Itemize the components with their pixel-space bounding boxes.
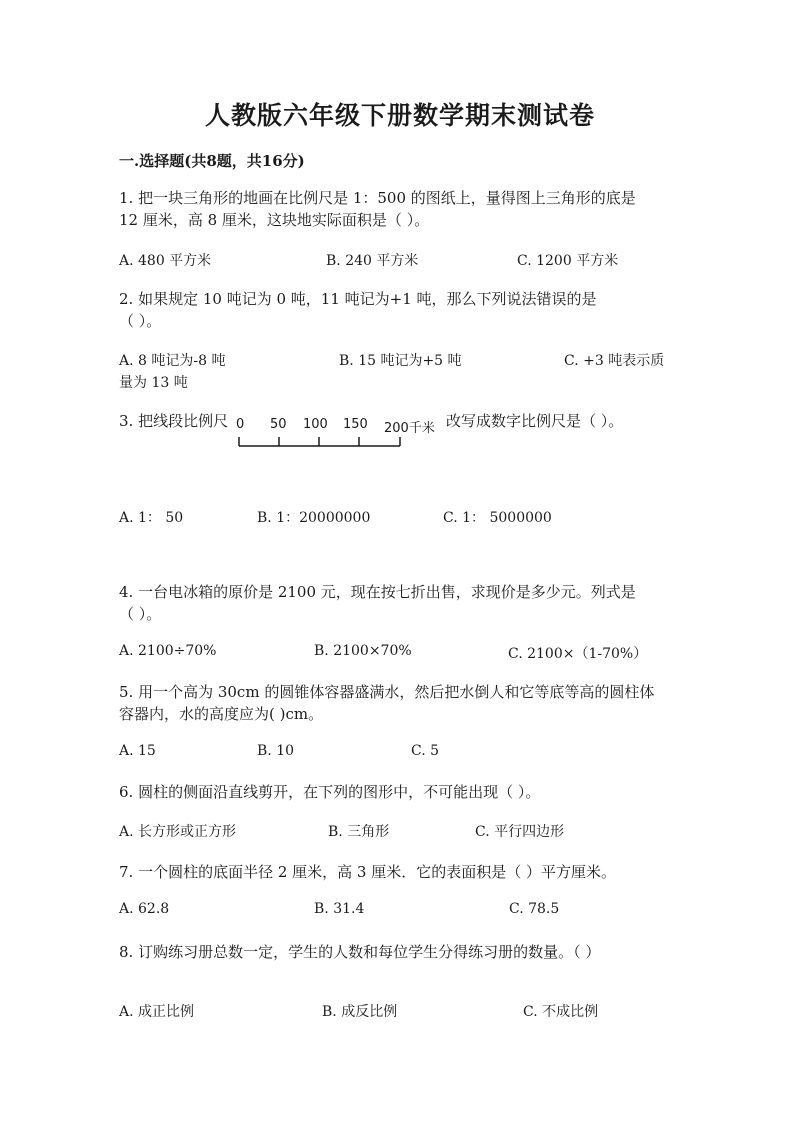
option-b[interactable]: B. 31.4 xyxy=(314,901,365,917)
question-line: 2. 如果规定 10 吨记为 0 吨，11 吨记为+1 吨，那么下列说法错误的是 xyxy=(119,290,597,308)
question-6-text: 6. 圆柱的侧面沿直线剪开，在下列的图形中，不可能出现（ ）。 xyxy=(119,783,541,801)
question-5-text xyxy=(119,681,654,725)
option-b[interactable]: B. 2100×70% xyxy=(314,643,412,659)
line-scale xyxy=(236,417,446,453)
question-8-text: 8. 订购练习册总数一定，学生的人数和每位学生分得练习册的数量。（ ） xyxy=(119,943,601,961)
option-a[interactable]: A. 成正比例 xyxy=(119,1004,195,1020)
section-heading: 一.选择题(共8题，共16分) xyxy=(119,152,305,170)
option-a[interactable]: A. 62.8 xyxy=(119,901,170,917)
option-c[interactable]: C. 2100×（1-70%） xyxy=(508,646,648,662)
scale-tick-label: 50 xyxy=(270,417,287,432)
option-c[interactable]: C. 78.5 xyxy=(509,901,560,917)
scale-bar xyxy=(236,433,406,449)
option-a[interactable]: A. 2100÷70% xyxy=(119,643,217,659)
option-b[interactable]: B. 1：20000000 xyxy=(257,510,371,526)
option-a[interactable]: A. 15 xyxy=(119,743,156,759)
option-c[interactable]: C. 不成比例 xyxy=(523,1004,599,1020)
option-c-continued: 量为 13 吨 xyxy=(119,375,188,391)
option-b[interactable]: B. 240 平方米 xyxy=(326,253,419,269)
option-b[interactable]: B. 15 吨记为+5 吨 xyxy=(339,353,462,369)
scale-tick-label: 150 xyxy=(343,417,368,432)
option-a[interactable]: A. 长方形或正方形 xyxy=(119,824,237,840)
scale-tick-label: 100 xyxy=(303,417,328,432)
option-b[interactable]: B. 成反比例 xyxy=(322,1004,398,1020)
question-line: （ ）。 xyxy=(119,605,162,623)
option-c[interactable]: C. 平行四边形 xyxy=(475,824,565,840)
option-c[interactable]: C. 1： 5000000 xyxy=(443,510,552,526)
option-a[interactable]: A. 480 平方米 xyxy=(119,253,212,269)
question-1-text xyxy=(119,187,636,231)
question-line: （ ）。 xyxy=(119,312,162,330)
question-3-text-start: 3. 把线段比例尺 xyxy=(119,412,229,430)
scale-tick-label: 0 xyxy=(236,417,245,432)
scale-tick-label: 200千米 xyxy=(384,421,435,436)
option-a[interactable]: A. 1： 50 xyxy=(119,510,184,526)
page-title: 人教版六年级下册数学期末测试卷 xyxy=(204,101,595,130)
question-line: 容器内，水的高度应为( )cm。 xyxy=(119,705,324,723)
option-a[interactable]: A. 8 吨记为-8 吨 xyxy=(119,353,226,369)
question-line: 1. 把一块三角形的地画在比例尺是 1：500 的图纸上，量得图上三角形的底是 xyxy=(119,189,636,207)
option-c[interactable]: C. +3 吨表示质 xyxy=(564,353,665,369)
option-c[interactable]: C. 1200 平方米 xyxy=(517,253,619,269)
question-3-text-end: 改写成数字比例尺是（ ）。 xyxy=(446,412,624,430)
option-b[interactable]: B. 三角形 xyxy=(328,824,390,840)
question-2-text xyxy=(119,288,597,332)
option-c[interactable]: C. 5 xyxy=(411,743,440,759)
question-line: 4. 一台电冰箱的原价是 2100 元，现在按七折出售，求现价是多少元。列式是 xyxy=(119,583,636,601)
question-line: 5. 用一个高为 30cm 的圆锥体容器盛满水，然后把水倒人和它等底等高的圆柱体 xyxy=(119,683,655,701)
option-b[interactable]: B. 10 xyxy=(257,743,295,759)
question-line: 12 厘米，高 8 厘米，这块地实际面积是（ ）。 xyxy=(119,211,430,229)
question-7-text: 7. 一个圆柱的底面半径 2 厘米，高 3 厘米．它的表面积是（ ）平方厘米。 xyxy=(119,863,617,881)
question-4-text xyxy=(119,581,636,625)
